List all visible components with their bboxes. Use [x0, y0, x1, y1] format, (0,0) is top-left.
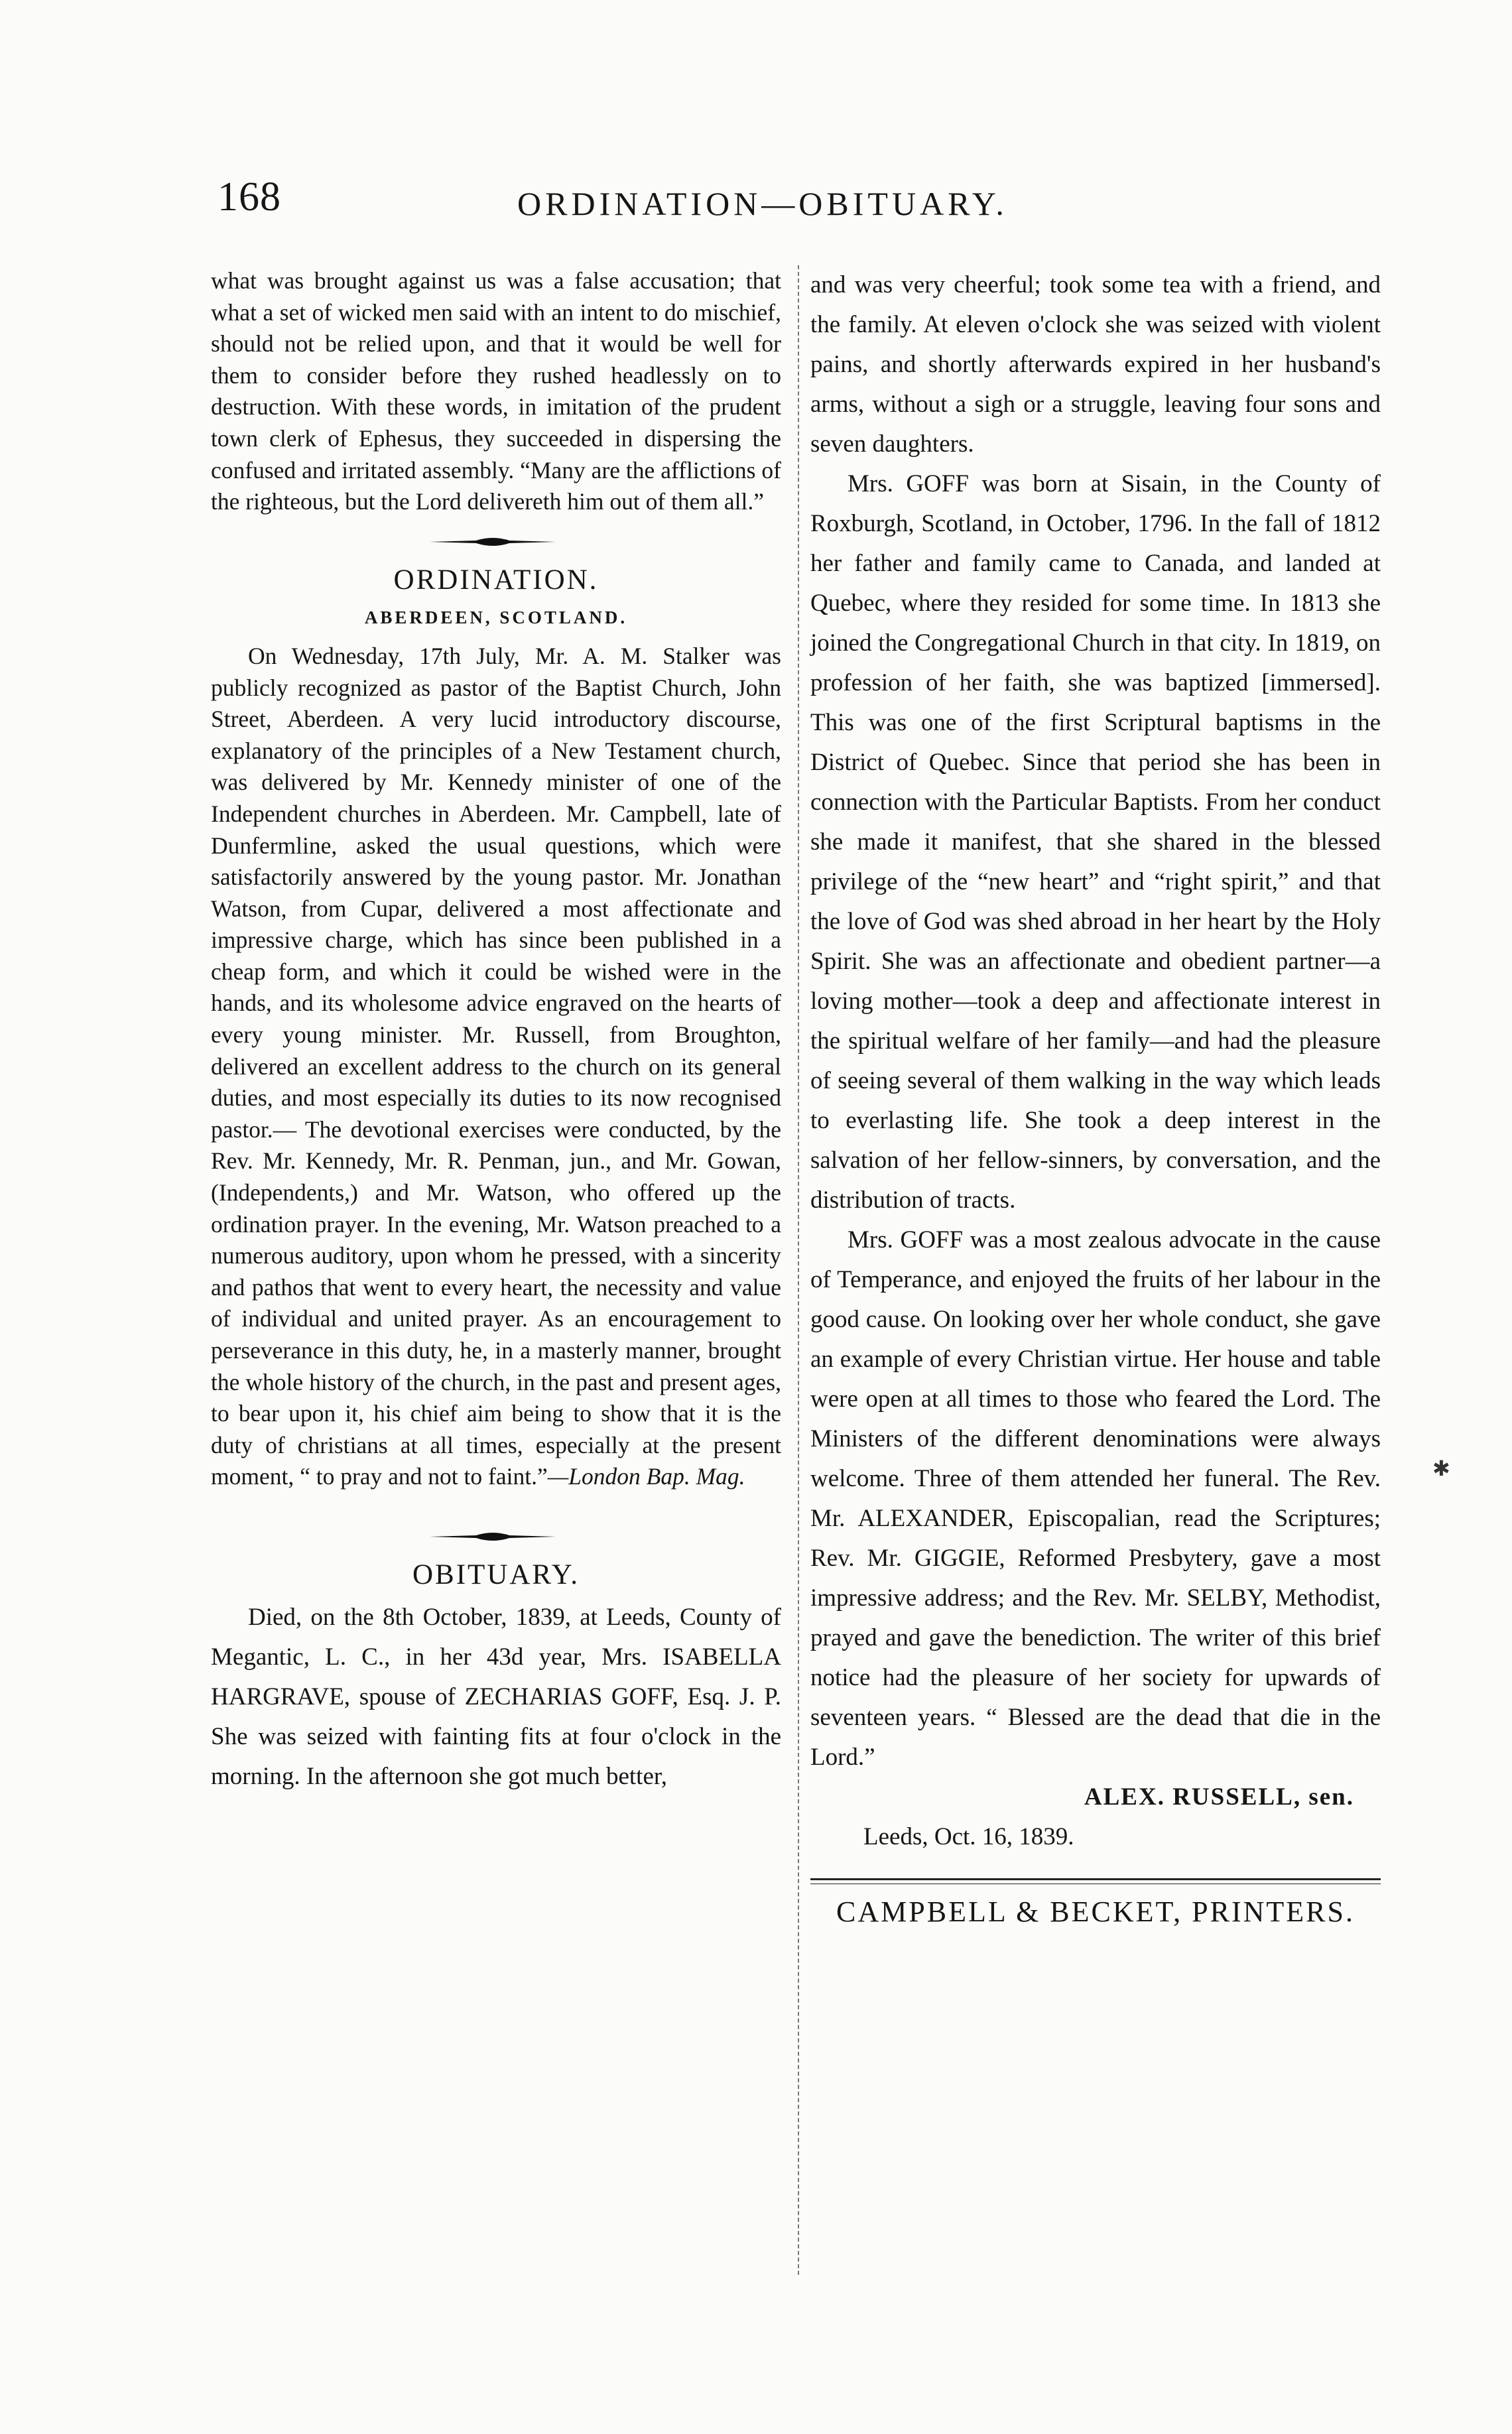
obituary-continuation: and was very cheerful; took some tea with a friend, and the family. At eleven o'clock she was seized with violent pains, and shortly afterwards expired in her husband's arms, without a sigh or a struggle, leaving four sons and seven daughters. [810, 271, 1381, 458]
section-ornament [211, 1526, 781, 1549]
right-column [810, 265, 1381, 1932]
obituary-paragraph-2: Mrs. GOFF was born at Sisain, in the County of Roxburgh, Scotland, in October, 1796. In the fall of 1812 her father and family came to Canada, and landed at Quebec, where they resided for some time. In 1813 she joined the Congregational Church in that city. In 1819, on profession of her faith, she was baptized [immersed]. This was one of the first Scriptural baptisms in the District of Quebec. Since that period she has been in connection with the Particular Baptists. From her conduct she made it manifest, that she shared in the blessed privilege of the “new heart” and “right spirit,” and that the love of God was shed abroad in her heart by the Holy Spirit. She was an affectionate and obedient partner—a loving mother—took a deep and affectionate interest in the spiritual welfare of her family—and had the pleasure of seeing several of them walking in the way which leads to everlasting life. She took a deep interest in the salvation of her fellow-sinners, by conversation, and the distribution of tracts. [810, 470, 1381, 1214]
printers-imprint: CAMPBELL & BECKET, PRINTERS. [836, 1895, 1355, 1928]
ordination-heading: ORDINATION. [393, 564, 599, 596]
signature: ALEX. RUSSELL, sen. [1084, 1783, 1354, 1811]
opening-paragraph: what was brought against us was a false accusation; that what a set of wicked men said with an intent to do mischief, should not be relied upon, and that it would be well for them to consider before they rushed headlessly on to destruction. With these words, in imitation of the prudent town clerk of Ephesus, they succeeded in dispersing the confused and irritated assembly. “Many are the afflictions of the righteous, but the Lord delivereth him out of them all.” [211, 267, 781, 515]
ordination-place: ABERDEEN, SCOTLAND. [364, 608, 628, 628]
double-rule [810, 1878, 1381, 1884]
date-line: Leeds, Oct. 16, 1839. [863, 1823, 1074, 1850]
obituary-paragraph-3: Mrs. GOFF was a most zealous advocate in the cause of Temperance, and enjoyed the fruits of her labour in the good cause. On looking over her whole conduct, she gave an example of every Christian virtue. Her house and table were open at all times to those who feared the Lord. The Ministers of the different denominations were always welcome. Three of them attended her funeral. The Rev. Mr. ALEXANDER, Episcopalian, read the Scriptures; Rev. Mr. GIGGIE, Reformed Presbytery, gave a most impressive address; and the Rev. Mr. SELBY, Methodist, prayed and gave the benediction. The writer of this brief notice had the pleasure of her society for upwards of seventeen years. “ Blessed are the dead that die in the Lord.” [810, 1226, 1381, 1771]
ornament-rule-icon [430, 535, 556, 548]
ornament-rule-icon [430, 1530, 556, 1543]
section-ornament [211, 531, 781, 554]
obituary-heading: OBITUARY. [412, 1559, 580, 1590]
column-divider [798, 265, 799, 2275]
obituary-body: Died, on the 8th October, 1839, at Leeds, County of Megantic, L. C., in her 43d year, Mrs. ISABELLA HARGRAVE, spouse of ZECHARIAS GOFF, Esq. J. P. She was seized with fainting fits at four o'clock in the morning. In the afternoon she got much better, [211, 1603, 781, 1790]
ordination-text: On Wednesday, 17th July, Mr. A. M. Stalker was publicly recognized as pastor of the Baptist Church, John Street, Aberdeen. A very lucid introductory discourse, explanatory of the principles of a New Testament church, was delivered by Mr. Kennedy minister of one of the Independent churches in Aberdeen. Mr. Campbell, late of Dunfermline, asked the usual questions, which were satisfactorily answered by the young pastor. Mr. Jonathan Watson, from Cupar, delivered a most affectionate and impressive charge, which has since been published in a cheap form, and which it could be wished were in the hands, and its wholesome advice engraved on the hearts of every young minister. Mr. Russell, from Broughton, delivered an excellent address to the church on its general duties, and most especially its duties to its now recognised pastor.— The devotional exercises were conducted, by the Rev. Mr. Kennedy, Mr. R. Penman, jun., and Mr. Gowan, (Independents,) and Mr. Watson, who offered up the ordination prayer. In the evening, Mr. Watson preached to a numerous auditory, upon whom he pressed, with a sincerity and pathos that went to every heart, the necessity and value of individual and united prayer. As an encouragement to perseverance in this duty, he, in a masterly manner, brought the whole history of the church, in the past and present ages, to bear upon it, his chief aim being to show that it is the duty of christians at all times, especially at the present moment, “ to pray and not to faint.” [211, 642, 781, 1490]
ordination-body [211, 641, 781, 1493]
running-head: ORDINATION—OBITUARY. [517, 185, 1008, 222]
marginal-mark: ✱ [1432, 1456, 1450, 1480]
ordination-source: —London Bap. Mag. [547, 1463, 745, 1490]
page-number: 168 [218, 174, 281, 220]
left-column [211, 265, 781, 1797]
